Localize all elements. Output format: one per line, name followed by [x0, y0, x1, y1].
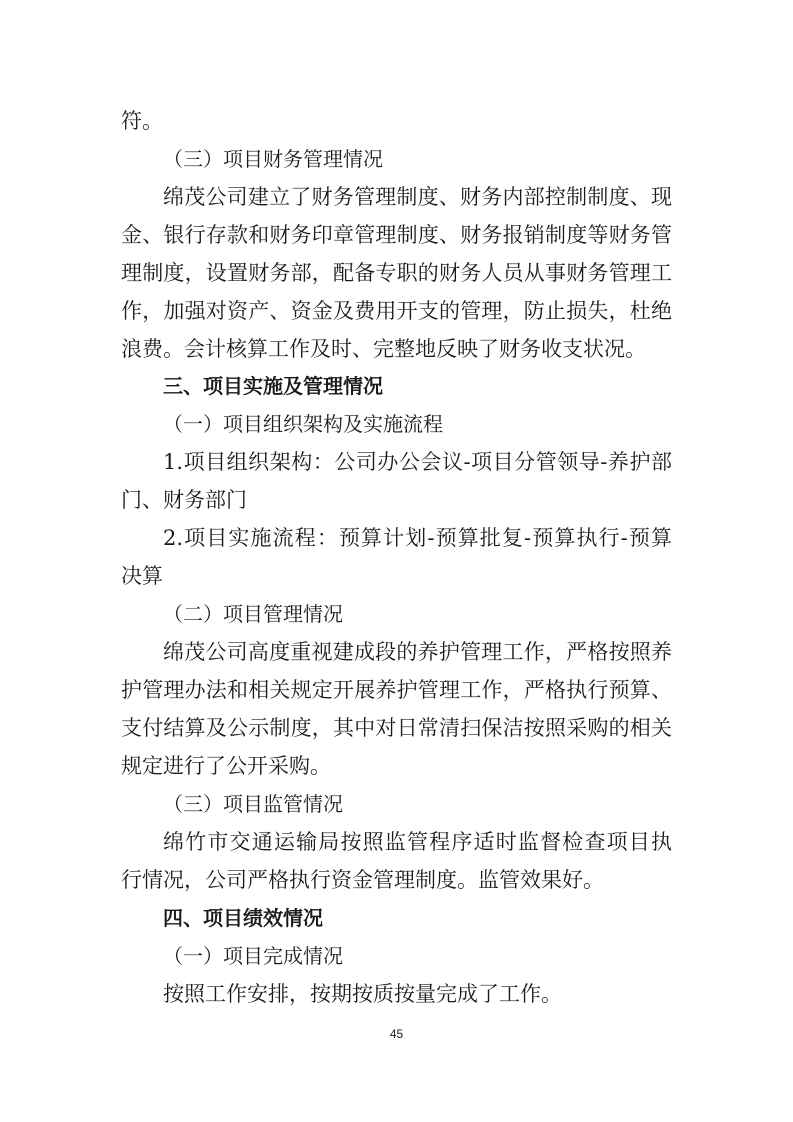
paragraph-line: 绵茂公司高度重视建成段的养护管理工作，严格按照养 — [163, 640, 672, 664]
paragraph-line: 规定进行了公开采购。 — [121, 754, 331, 778]
section-subheading: （一）项目组织架构及实施流程 — [163, 412, 443, 436]
section-subheading: （一）项目完成情况 — [163, 944, 343, 968]
section-subheading: （二）项目管理情况 — [163, 602, 343, 626]
paragraph-line: 绵茂公司建立了财务管理制度、财务内部控制制度、现 — [163, 185, 672, 209]
paragraph-line: 护管理办法和相关规定开展养护管理工作，严格执行预算、 — [121, 678, 672, 702]
page-number: 45 — [389, 1027, 404, 1041]
paragraph-line: 行情况，公司严格执行资金管理制度。监管效果好。 — [121, 868, 604, 892]
section-subheading: （三）项目监管情况 — [163, 792, 343, 816]
paragraph-line: 绵竹市交通运输局按照监管程序适时监督检查项目执 — [163, 830, 672, 854]
section-heading: 四、项目绩效情况 — [163, 906, 323, 930]
paragraph-line: 1.项目组织架构：公司办公会议-项目分管领导-养护部 — [163, 450, 672, 474]
section-heading: 三、项目实施及管理情况 — [163, 374, 383, 398]
paragraph-line: 按照工作安排，按期按质按量完成了工作。 — [163, 982, 562, 1006]
paragraph-line: 理制度，设置财务部，配备专职的财务人员从事财务管理工 — [121, 261, 672, 285]
paragraph-line: 金、银行存款和财务印章管理制度、财务报销制度等财务管 — [121, 223, 672, 247]
paragraph-line: 作，加强对资产、资金及费用开支的管理，防止损失，杜绝 — [121, 299, 672, 323]
paragraph-line: 决算 — [121, 564, 163, 588]
paragraph-line: 支付结算及公示制度，其中对日常清扫保洁按照采购的相关 — [121, 716, 672, 740]
paragraph-line: 符。 — [121, 109, 163, 133]
paragraph-line: 门、财务部门 — [121, 488, 247, 512]
paragraph-line: 浪费。会计核算工作及时、完整地反映了财务收支状况。 — [121, 337, 646, 361]
paragraph-line: 2.项目实施流程：预算计划-预算批复-预算执行-预算 — [163, 526, 672, 550]
section-subheading: （三）项目财务管理情况 — [163, 147, 383, 171]
